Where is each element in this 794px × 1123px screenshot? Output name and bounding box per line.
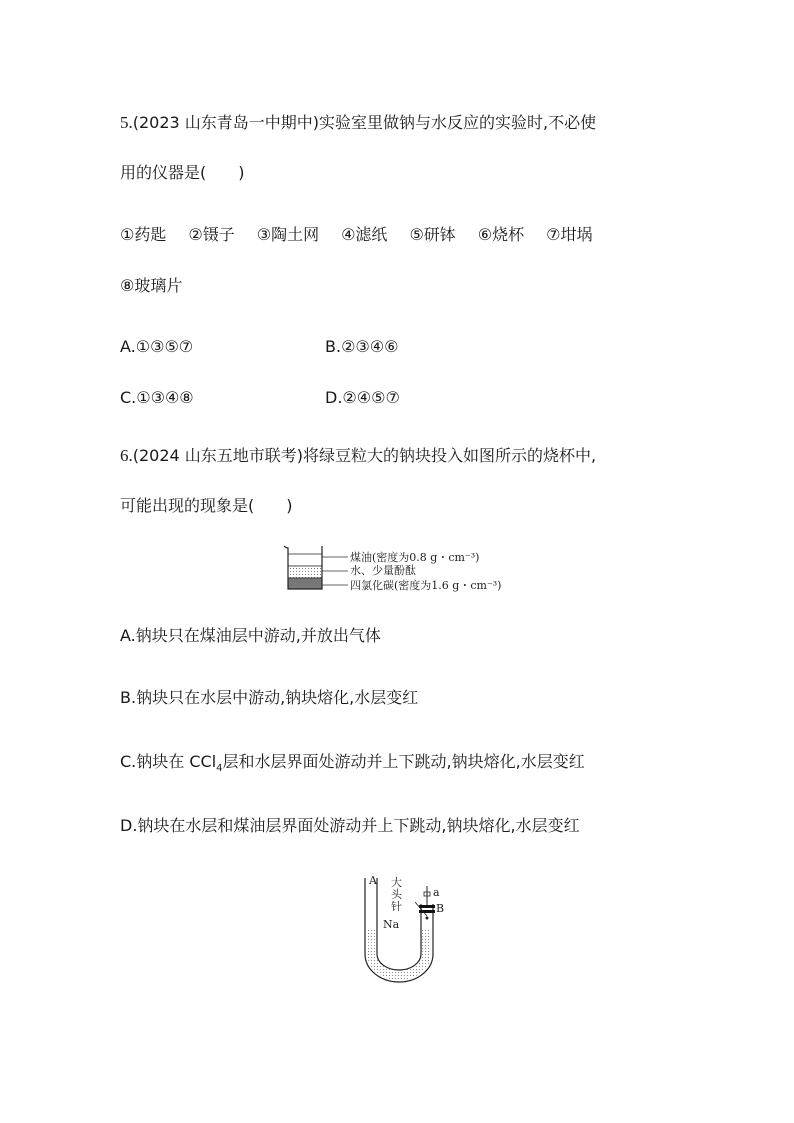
label-water: 水、少量酚酞 xyxy=(350,564,416,577)
u-tube-figure xyxy=(355,872,445,984)
q5-stem-line2: 用的仪器是( ) xyxy=(120,163,245,182)
label-pin-2: 头 xyxy=(391,888,402,901)
q5-item-6: ⑥烧杯 xyxy=(477,225,525,244)
q5-stem-line1 xyxy=(120,113,596,133)
q5-option-c[interactable]: C.①③④⑧ xyxy=(120,388,194,407)
q5-item-4: ④滤纸 xyxy=(341,225,388,244)
q6-option-a[interactable]: A.钠块只在煤油层中游动,并放出气体 xyxy=(120,626,381,645)
q6-option-c-post: 层和水层界面处游动并上下跳动,钠块熔化,水层变红 xyxy=(222,752,585,771)
stopper-bottom xyxy=(419,910,435,913)
q5-item-5: ⑤研钵 xyxy=(409,225,456,244)
kerosene-layer xyxy=(288,554,322,566)
label-Na: Na xyxy=(383,918,400,931)
q5-item-7: ⑦坩埚 xyxy=(546,225,593,244)
q5-option-b[interactable]: B.②③④⑥ xyxy=(325,337,399,356)
q6-stem-line1 xyxy=(120,446,596,466)
ccl4-layer xyxy=(288,578,322,589)
q6-number: 6. xyxy=(120,446,133,465)
sodium-piece xyxy=(426,917,429,920)
q5-option-a[interactable]: A.①③⑤⑦ xyxy=(120,337,194,356)
q6-option-d[interactable]: D.钠块在水层和煤油层界面处游动并上下跳动,钠块熔化,水层变红 xyxy=(120,816,580,835)
label-pin-3: 针 xyxy=(391,900,402,913)
q6-option-b[interactable]: B.钠块只在水层中游动,钠块熔化,水层变红 xyxy=(120,688,419,707)
label-B: B xyxy=(436,902,445,915)
label-A: A xyxy=(369,874,377,887)
q5-number: 5. xyxy=(120,113,133,132)
q6-option-c[interactable] xyxy=(120,752,585,779)
q5-item-2: ②镊子 xyxy=(188,225,235,244)
water-layer xyxy=(288,566,322,578)
q6-stem-text1: 将绿豆粒大的钠块投入如图所示的烧杯中, xyxy=(303,446,597,465)
label-pin-1: 大 xyxy=(391,876,402,889)
q6-option-c-pre: C.钠块在 CCl xyxy=(120,752,217,771)
q6-source: (2024 山东五地市联考) xyxy=(132,446,304,465)
q5-items-line1 xyxy=(120,225,615,245)
label-a: a xyxy=(433,886,440,899)
label-ccl4: 四氯化碳(密度为1.6 g・cm⁻³) xyxy=(350,579,502,592)
q5-item-3: ③陶土网 xyxy=(256,225,320,244)
q5-item-1: ①药匙 xyxy=(120,225,167,244)
beaker-figure xyxy=(280,540,530,600)
q5-item-8: ⑧玻璃片 xyxy=(120,276,183,295)
q5-source: (2023 山东青岛一中期中) xyxy=(132,113,320,132)
label-kerosene: 煤油(密度为0.8 g・cm⁻³) xyxy=(350,551,480,564)
q6-stem-line2: 可能出现的现象是( ) xyxy=(120,496,293,515)
stopper-top xyxy=(419,905,435,908)
q5-stem-text1: 实验室里做钠与水反应的实验时,不必使 xyxy=(319,113,597,132)
q5-items-line2 xyxy=(120,276,182,296)
q5-option-d[interactable]: D.②④⑤⑦ xyxy=(325,388,400,407)
q6-option-c-sub: 4 xyxy=(216,763,223,774)
